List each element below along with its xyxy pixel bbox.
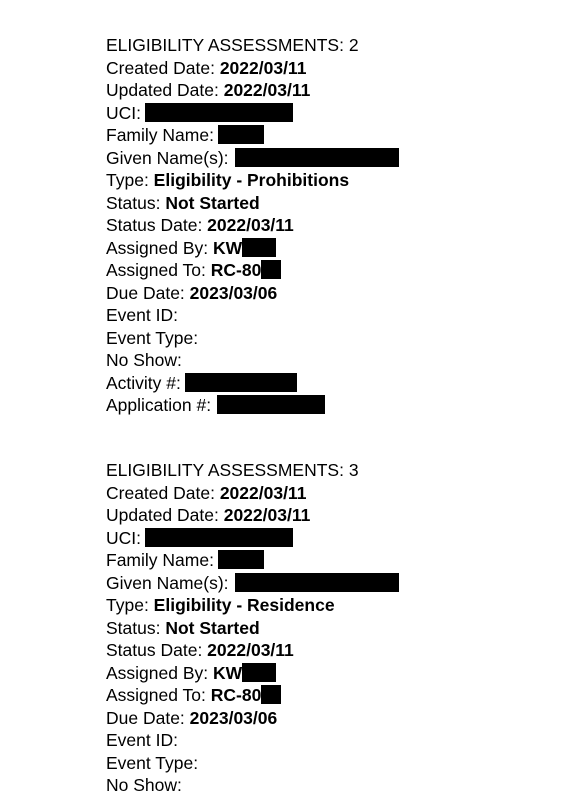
family-name-redaction	[218, 550, 264, 569]
given-name-label: Given Name(s):	[106, 147, 229, 168]
event-id-label: Event ID:	[106, 305, 178, 325]
event-id-label: Event ID:	[106, 730, 178, 750]
assessment-record	[106, 459, 399, 797]
assigned-by-label: Assigned By:	[106, 237, 213, 258]
application-row	[106, 394, 399, 417]
assigned-to-value: RC-80	[210, 260, 262, 280]
due-date-row	[106, 282, 399, 305]
assigned-by-row	[106, 662, 399, 685]
updated-date-value: 2022/03/11	[223, 80, 311, 100]
activity-label: Activity #:	[106, 372, 181, 393]
due-date-label: Due Date:	[106, 707, 190, 728]
created-date-value: 2022/03/11	[219, 482, 307, 503]
updated-date-value: 2022/03/11	[223, 505, 311, 525]
created-date-value: 2022/03/11	[219, 57, 307, 78]
assigned-to-row	[106, 684, 399, 707]
due-date-row	[106, 707, 399, 730]
assigned-by-row	[106, 237, 399, 260]
assigned-to-label: Assigned To:	[106, 685, 211, 705]
due-date-value: 2023/03/06	[189, 282, 278, 303]
given-name-row	[106, 147, 399, 170]
status-value: Not Started	[165, 192, 260, 213]
application-redaction	[217, 395, 325, 414]
no-show-label: No Show:	[106, 350, 182, 370]
family-name-label: Family Name:	[106, 550, 214, 570]
assigned-to-redaction	[261, 260, 281, 279]
created-date-row	[106, 482, 399, 505]
type-value: Eligibility - Prohibitions	[153, 170, 350, 190]
event-type-label: Event Type:	[106, 752, 199, 773]
type-label: Type:	[106, 170, 154, 190]
family-name-redaction	[218, 125, 264, 144]
uci-redaction	[145, 528, 293, 547]
assessment-heading: ELIGIBILITY ASSESSMENTS: 3	[106, 460, 359, 480]
assigned-to-row	[106, 259, 399, 282]
no-show-row	[106, 774, 399, 797]
assessment-heading: ELIGIBILITY ASSESSMENTS: 2	[106, 35, 359, 55]
given-name-label: Given Name(s):	[106, 572, 229, 593]
event-type-label: Event Type:	[106, 327, 199, 348]
updated-date-label: Updated Date:	[106, 80, 224, 100]
activity-redaction	[185, 373, 297, 392]
created-date-label: Created Date:	[106, 57, 220, 78]
assigned-to-label: Assigned To:	[106, 260, 211, 280]
assigned-to-value: RC-80	[210, 685, 262, 705]
due-date-label: Due Date:	[106, 282, 190, 303]
assigned-by-label: Assigned By:	[106, 662, 213, 683]
application-label: Application #:	[106, 395, 212, 415]
updated-date-row	[106, 79, 399, 102]
updated-date-row	[106, 504, 399, 527]
status-label: Status:	[106, 617, 166, 638]
no-show-row	[106, 349, 399, 372]
no-show-label: No Show:	[106, 775, 182, 795]
assessment-record	[106, 34, 399, 417]
status-row	[106, 192, 399, 215]
status-label: Status:	[106, 192, 166, 213]
assigned-by-value: KW	[213, 237, 243, 258]
updated-date-label: Updated Date:	[106, 505, 224, 525]
uci-label: UCI:	[106, 102, 141, 123]
created-date-row	[106, 57, 399, 80]
given-name-redaction	[235, 573, 399, 592]
assigned-by-redaction	[242, 663, 276, 682]
status-date-label: Status Date:	[106, 640, 208, 660]
due-date-value: 2023/03/06	[189, 707, 278, 728]
assigned-by-value: KW	[213, 662, 243, 683]
status-date-value: 2022/03/11	[207, 640, 294, 660]
type-value: Eligibility - Residence	[153, 595, 335, 615]
event-id-row	[106, 304, 399, 327]
status-date-row	[106, 639, 399, 662]
event-type-row	[106, 327, 399, 350]
family-name-label: Family Name:	[106, 125, 214, 145]
status-date-value: 2022/03/11	[207, 215, 294, 235]
assigned-by-redaction	[242, 238, 276, 257]
given-name-row	[106, 572, 399, 595]
type-label: Type:	[106, 595, 154, 615]
event-id-row	[106, 729, 399, 752]
family-name-row	[106, 549, 399, 572]
status-date-row	[106, 214, 399, 237]
status-value: Not Started	[165, 617, 260, 638]
event-type-row	[106, 752, 399, 775]
created-date-label: Created Date:	[106, 482, 220, 503]
uci-row	[106, 102, 399, 125]
uci-row	[106, 527, 399, 550]
assigned-to-redaction	[261, 685, 281, 704]
uci-label: UCI:	[106, 527, 141, 548]
given-name-redaction	[235, 148, 399, 167]
uci-redaction	[145, 103, 293, 122]
status-date-label: Status Date:	[106, 215, 208, 235]
status-row	[106, 617, 399, 640]
family-name-row	[106, 124, 399, 147]
type-row	[106, 594, 399, 617]
type-row	[106, 169, 399, 192]
activity-row	[106, 372, 399, 395]
